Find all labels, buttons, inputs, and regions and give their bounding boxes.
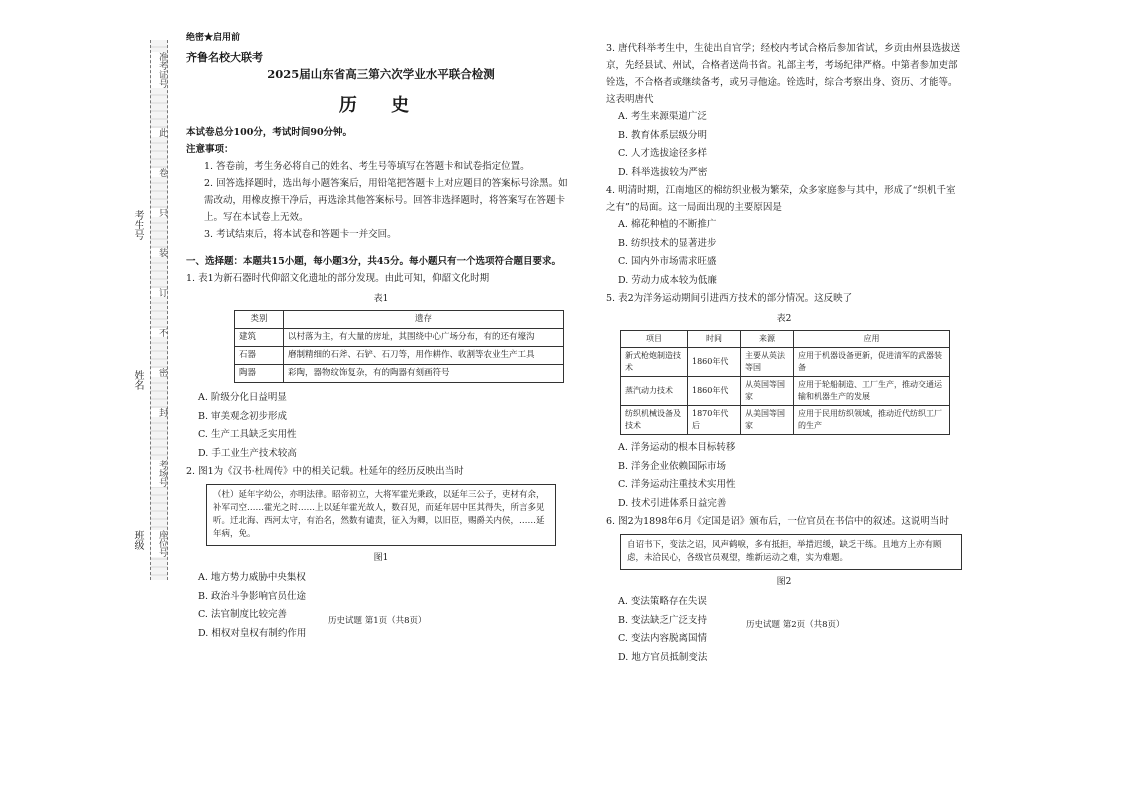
left-page <box>186 30 576 643</box>
option-d: D. 技术引进体系日益完善 <box>618 497 727 509</box>
question-2-stem: 2. 图1为《汉书·杜周传》中的相关记载。杜延年的经历反映出当时 <box>186 466 464 477</box>
figure-2-quote: 自诏书下，变法之诏，风声鹤唳，多有抵拒，举措迟缓，缺乏干练。且地方上亦有顾虑，未洽民心，各级官员观望，维新运动之难，实为难题。 <box>620 534 962 570</box>
option-c: C. 人才选拔途径多样 <box>618 148 707 159</box>
exam-brand: 齐鲁名校大联考 <box>186 51 263 64</box>
option-c: C. 法官制度比较完善 <box>198 609 287 620</box>
binding-label: 只 <box>151 208 167 217</box>
option-a: A. 考生来源渠道广泛 <box>618 111 707 122</box>
option-b: B. 变法缺乏广泛支持 <box>618 614 708 626</box>
table-row <box>235 347 564 365</box>
binding-label: 此 <box>151 128 167 137</box>
binding-label: 装 <box>151 248 167 257</box>
figure-2-caption: 图2 <box>776 577 792 587</box>
option-a: A. 棉花种植的不断推广 <box>618 219 717 230</box>
question-4-stem: 4. 明清时期，江南地区的棉纺织业极为繁荣，众多家庭参与其中，形成了“织机千室之有”的局面。这一局面出现的主要原因是 <box>606 185 956 213</box>
student-id-field: 考生号 <box>132 210 143 240</box>
table-row <box>621 406 950 435</box>
notice-item: 3. 考试结束后，将本试卷和答题卡一并交回。 <box>204 229 397 240</box>
table-cell: 1860年代 <box>688 377 741 406</box>
table-1 <box>234 310 564 383</box>
figure-1-quote: （杜）延年字幼公，亦明法律。昭帝初立，大将军霍光秉政，以延年三公子，吏材有余，补军司空……霍光之时……上以延年霍光故人，数召见，而延年居中匡其得失，所言多见听。迁北海、西河太守，有治名，然数有谴责，征入为卿，以旧臣，赐爵关内侯，……延年病，免。 <box>206 484 556 546</box>
table-cell: 石器 <box>235 347 284 365</box>
binding-label: 准考证号 <box>151 52 167 88</box>
binding-label: 考场号 <box>151 460 167 487</box>
page-footer: 历史试题 第2页（共8页） <box>746 620 845 630</box>
option-c: C. 变法内容脱离国情 <box>618 633 707 644</box>
option-a: A. 地方势力威胁中央集权 <box>198 572 306 583</box>
binding-label: 密 <box>151 368 167 377</box>
table-header: 项目 <box>621 331 688 348</box>
table-cell: 应用于机器设备更新，促进清军的武器装备 <box>794 348 950 377</box>
table-cell: 从英国等国家 <box>741 377 794 406</box>
table-cell: 应用于轮船制造、工厂生产，推动交通运输和机器生产的发展 <box>794 377 950 406</box>
table-cell: 彩陶，器物纹饰复杂，有的陶器有刻画符号 <box>284 365 564 383</box>
binding-label: 座位号 <box>151 530 167 557</box>
option-a: A. 阶级分化日益明显 <box>198 392 287 403</box>
option-d: D. 相权对皇权有制约作用 <box>198 627 307 639</box>
option-c: C. 国内外市场需求旺盛 <box>618 256 717 267</box>
binding-strip <box>150 40 168 580</box>
notice-item: 1. 答卷前，考生务必将自己的姓名、考生号等填写在答题卡和试卷指定位置。 <box>204 161 530 172</box>
option-b: B. 审美观念初步形成 <box>198 410 288 422</box>
table-cell: 陶器 <box>235 365 284 383</box>
option-b: B. 纺织技术的显著进步 <box>618 237 717 249</box>
table-cell: 主要从英法等国 <box>741 348 794 377</box>
table-cell: 蒸汽动力技术 <box>621 377 688 406</box>
page-footer: 历史试题 第1页（共8页） <box>328 616 427 626</box>
table-cell: 从美国等国家 <box>741 406 794 435</box>
score-line: 本试卷总分100分，考试时间90分钟。 <box>186 127 353 138</box>
option-b: B. 教育体系层级分明 <box>618 129 708 141</box>
notice-item: 2. 回答选择题时，选出每小题答案后，用铅笔把答题卡上对应题目的答案标号涂黑。如需改动，用橡皮擦干净后，再选涂其他答案标号。回答非选择题时，将答案写在答题卡上。写在本试卷上无效。 <box>204 178 568 223</box>
table-cell: 1870年代后 <box>688 406 741 435</box>
table-1-caption: 表1 <box>373 294 389 304</box>
question-5-stem: 5. 表2为洋务运动期间引进西方技术的部分情况。这反映了 <box>606 293 853 304</box>
option-a: A. 变法策略存在失误 <box>618 596 707 607</box>
question-6-stem: 6. 图2为1898年6月《定国是诏》颁布后，一位官员在书信中的叙述。这说明当时 <box>606 516 949 527</box>
table-2-caption: 表2 <box>776 314 792 324</box>
option-b: B. 洋务企业依赖国际市场 <box>618 460 727 472</box>
table-row <box>621 348 950 377</box>
option-b: B. 政治斗争影响官员仕途 <box>198 590 307 602</box>
class-field: 班级 <box>132 530 143 550</box>
exam-title: 2025届山东省高三第六次学业水平联合检测 <box>267 67 495 81</box>
option-d: D. 科举选拔较为严密 <box>618 166 708 178</box>
option-d: D. 手工业生产技术较高 <box>198 447 297 459</box>
table-cell: 新式枪炮制造技术 <box>621 348 688 377</box>
binding-label: 封 <box>151 408 167 417</box>
option-d: D. 地方官员抵制变法 <box>618 651 708 663</box>
question-3-stem: 3. 唐代科举考生中，生徒出自官学；经校内考试合格后参加省试，乡贡由州县选拔送京，先经县试、州试，合格者送尚书省。礼部主考，考场纪律严格。中第者参加吏部铨选，不合格者或继续备考，或另寻他途。铨选时，综合考察出身、资历、才能等。这表明唐代 <box>606 43 961 105</box>
table-header: 应用 <box>794 331 950 348</box>
table-row <box>621 377 950 406</box>
table-cell: 建筑 <box>235 329 284 347</box>
option-d: D. 劳动力成本较为低廉 <box>618 274 717 286</box>
option-c: C. 洋务运动注重技术实用性 <box>618 479 736 490</box>
figure-1-caption: 图1 <box>373 553 389 563</box>
name-field: 姓名 <box>132 370 143 390</box>
table-row <box>235 329 564 347</box>
table-cell: 1860年代 <box>688 348 741 377</box>
table-header: 时间 <box>688 331 741 348</box>
secret-mark: 绝密★启用前 <box>186 33 241 43</box>
table-header: 遗存 <box>284 311 564 329</box>
table-cell: 纺织机械设备及技术 <box>621 406 688 435</box>
table-2 <box>620 330 950 435</box>
table-row <box>235 365 564 383</box>
right-page <box>606 40 962 667</box>
binding-label: 不 <box>151 328 167 337</box>
table-cell: 应用于民用纺织领域，推动近代纺织工厂的生产 <box>794 406 950 435</box>
question-1-stem: 1. 表1为新石器时代仰韶文化遗址的部分发现。由此可知，仰韶文化时期 <box>186 273 490 284</box>
table-header: 来源 <box>741 331 794 348</box>
binding-label: 卷 <box>151 168 167 177</box>
section-heading: 一、选择题：本题共15小题，每小题3分，共45分。每小题只有一个选项符合题目要求。 <box>186 256 562 267</box>
table-header: 类别 <box>235 311 284 329</box>
subject-title: 历 史 <box>338 95 424 116</box>
table-cell: 以村落为主，有大量的房址，其围绕中心广场分布，有的还有壕沟 <box>284 329 564 347</box>
notice-heading: 注意事项： <box>186 144 234 155</box>
option-c: C. 生产工具缺乏实用性 <box>198 429 297 440</box>
binding-label: 订 <box>151 288 167 297</box>
table-cell: 磨制精细的石斧、石铲、石刀等，用作耕作、收割等农业生产工具 <box>284 347 564 365</box>
option-a: A. 洋务运动的根本目标转移 <box>618 442 736 453</box>
